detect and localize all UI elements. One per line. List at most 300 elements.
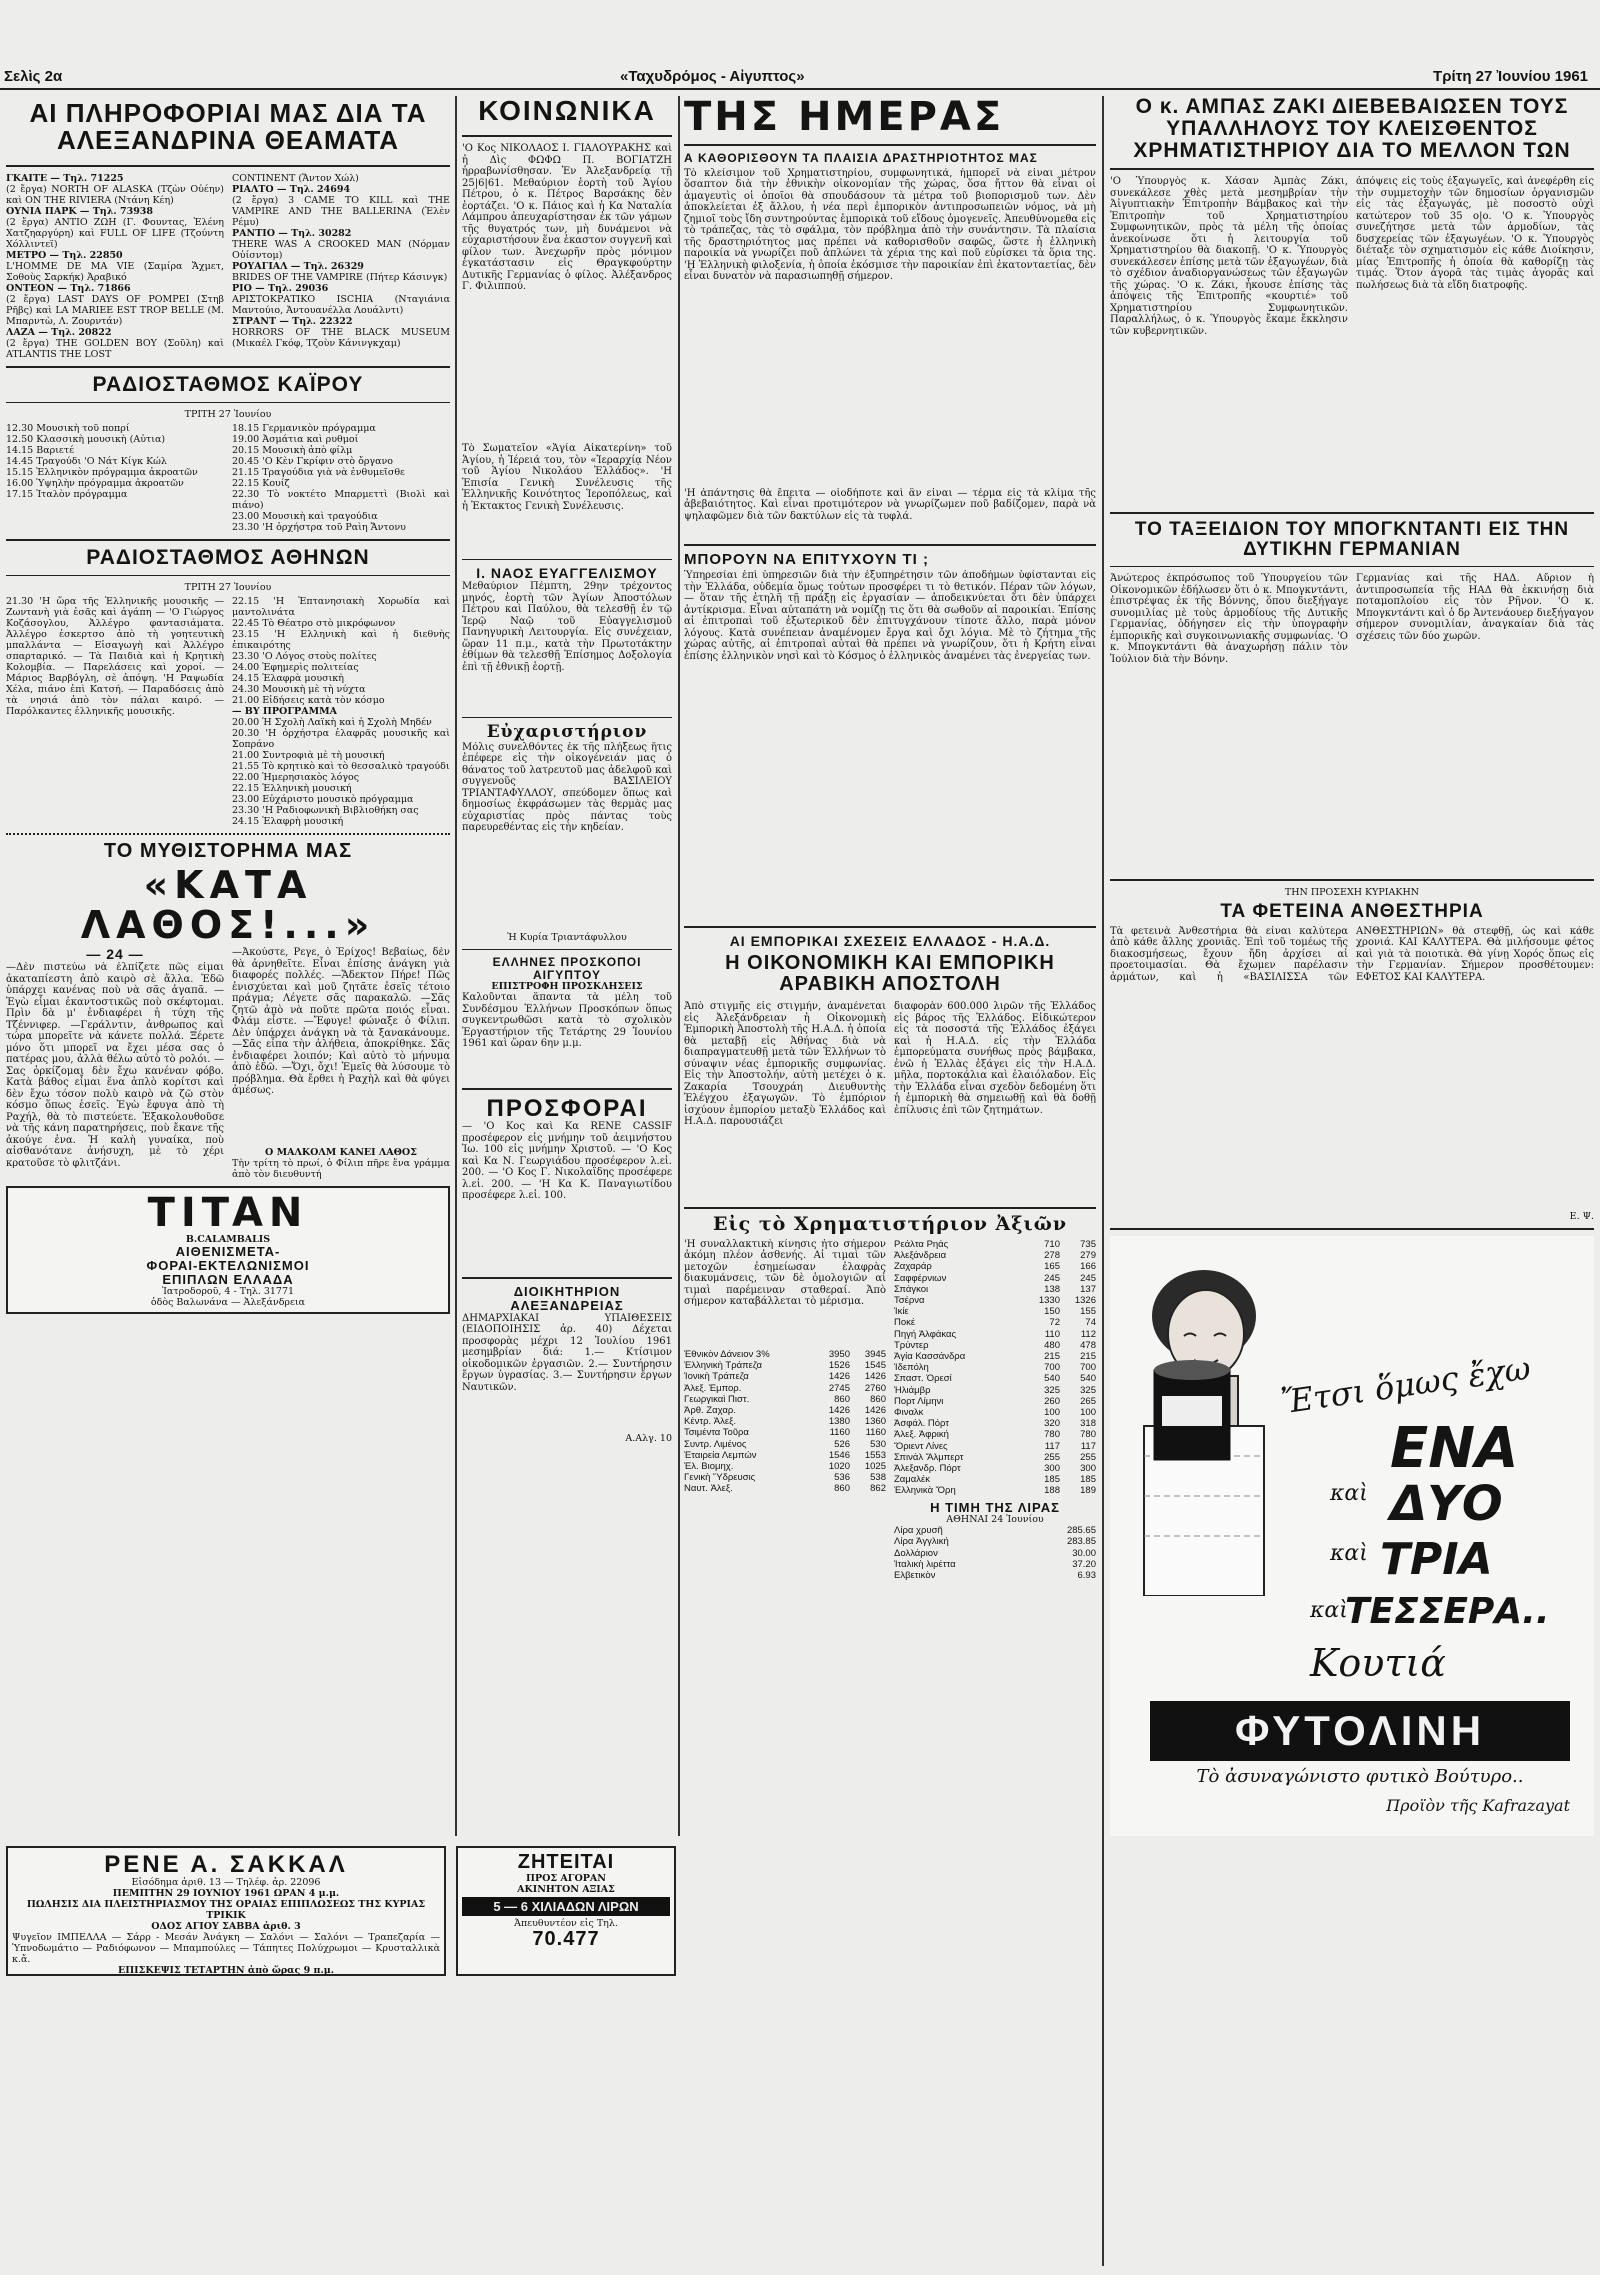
serial-text: —Ἀκούστε, Ρεγε, ὁ Ἑρίχος! Βεβαίως, δὲν θὰ ἀρνηθεῖτε. Εἶναι ἐπίσης ἀνάγκη γιὰ διαφορές πολλές. —Ἄδεκτον Πήρε! Πῶς ἐνισχύεται καὶ μοῦ ζητᾶτε ἐσεῖς τέτοιο πράγμα; Λέγετε σᾶς παρακαλῶ. —Σᾶς ζητῶ ἀπὸ νὰ ποῦτε πρῶτα ποιός εἶναι. Φλάμ εἶστε. —Ἔφυγε! φώναξε ὁ Φίλιπ. Δὲν ὑπάρχει ἀνάγκη νὰ τὰ ξανακάνουμε. —Σᾶς εἶπα τὴν ἀλήθεια, ἀποκρίθηκε. Σᾶς ἐνδιαφέρει λοιπόν; Καὶ αὐτὸ τὸ μήνυμα ἀπὸ ἐδῶ. —Ὄχι, ὄχι! Ἐμεῖς θὰ λύσουμε τὸ πρόβλημα. Θὰ ἔρθει ἡ Ραχὴλ καὶ θὰ φύγει ἀμέσως. [232, 947, 450, 1097]
bourse-row-value: 1160 [865, 1427, 886, 1439]
bourse-table-b [894, 1239, 1096, 1497]
radio-slot: 22.00 Ἡμερησιακὸς λόγος [232, 771, 360, 783]
ad-word-four: ΤΕΣΣΕΡΑ.. [1345, 1590, 1550, 1632]
scouts-sub: ΕΠΙΣΤΡΟΦΗ ΠΡΟΣΚΛΗΣΕΙΣ [491, 981, 643, 993]
radio-slot: 18.15 Γερμανικὸν πρόγραμμα [232, 422, 376, 434]
wanted-line: ΑΚΙΝΗΤΟΝ ΑΞΙΑΣ [517, 1884, 615, 1895]
bourse-row-value: 480 [1044, 1339, 1060, 1351]
bourse-row-value: 700 [1044, 1362, 1060, 1374]
cinema-entry: (2 ἔργα) ΑΝΤΙΟ ΖΩΗ (Γ. Φουντας, Ἐλένη Χατζηαργύρη) καὶ FULL OF LIFE (Τζούντη Χόλλιντεϊ) [6, 216, 224, 250]
radio-cairo-heading: ΡΑΔΙΟΣΤΑΘΜΟΣ ΚΑΪΡΟΥ [92, 372, 364, 396]
radio-slot: 24.30 Μουσικὴ μὲ τὴ νύχτα [232, 683, 366, 695]
bourse-row-label: Ζαχαράρ [894, 1261, 932, 1273]
bourse-row [684, 1472, 886, 1483]
church-heading: Ι. ΝΑΟΣ ΕΥΑΓΓΕΛΙΣΜΟΥ [476, 565, 658, 582]
radio-slot: — ΒΥ ΠΡΟΓΡΑΜΜΑ [232, 705, 337, 717]
radio-slot: 14.45 Τραγούδι 'Ο Νάτ Κίγκ Κώλ [6, 455, 167, 467]
serial-number: — 24 — [86, 946, 144, 963]
cinema-entry: ΜΕΤΡΟ — Τηλ. 22850 [6, 249, 123, 261]
auction-name: ΡΕΝΕ Α. ΣΑΚΚΑΛ [104, 1851, 348, 1878]
bourse-row [684, 1427, 886, 1438]
bourse-row-label: Τσιμέντα Τοῦρα [684, 1427, 749, 1439]
bourse-row [684, 1360, 886, 1371]
column-rule [678, 96, 680, 1836]
bourse-row [684, 1394, 886, 1405]
church-text: Μεθαύριον Πέμπτη, 29ην τρέχοντος μηνός, ἑορτὴ τῶν Ἁγίων Ἀποστόλων Πέτρου καὶ Παύλου, θὰ τελεσθῇ ἐν τῷ Ἱερῷ Ναῷ τοῦ Εὐαγγελισμοῦ Πανηγυρικὴ Λειτουργία. Εἰς συνέχειαν, ὥραν 11 π.μ., κατὰ τὴν Πρωτοτάκτην ἐθίμων θὰ τελεσθῇ Ἐπίσημος Δοξολογία ἐπὶ τῇ ἐθνικῇ ἑορτῇ. [462, 581, 672, 673]
news-heading: ΤΗΣ ΗΜΕΡΑΣ [684, 96, 1005, 140]
thanks-text: Μόλις συνελθόντες ἐκ τῆς πλήξεως ἥτις ἐπέφερε εἰς τὴν οἰκογένειάν μας ὁ θάνατος τοῦ λατρευτοῦ μας ἀδελφοῦ καὶ συγγενοῦς ΒΑΣΙΛΕΙΟΥ ΤΡΙΑΝΤΑΦΥΛΛΟΥ, σπεύδομεν ὅπως καὶ δημοσίως ἐκφράσωμεν τὰς θερμὰς μας εὐχαριστίας πρὸς πάντας τοὺς παρευρεθέντας εἰς τὴν κηδείαν. [462, 741, 672, 834]
radio-slot: 20.45 'Ο Κὲν Γκρίφιν στὸ ὄργανο [232, 455, 394, 467]
bourse-row-label: Σαφφέρνιων [894, 1272, 947, 1284]
column-rule [1102, 96, 1104, 2266]
bourse-row [894, 1407, 1096, 1418]
column-economy [1110, 96, 1594, 2266]
titan-line: ΕΠΙΠΛΩΝ ΕΛΛΑΔΑ [162, 1271, 294, 1287]
serial-subheading: Ο ΜΑΛΚΟΛΜ ΚΑΝΕΙ ΛΑΘΟΣ [265, 1147, 417, 1159]
radio-slot: 14.15 Βαριετέ [6, 444, 75, 456]
radio-slot: 20.30 'Η ὀρχήστρα ἐλαφρᾶς μουσικῆς καὶ Σοπράνο [232, 727, 450, 750]
cinema-entry: (2 ἔργα) NORTH OF ALASKA (Τζὼν Οὐέην) καὶ ON THE RIVIERA (Ντάνη Κέη) [6, 183, 224, 206]
bourse-row-value: 265 [1080, 1395, 1096, 1407]
radio-slot: 22.15 'Η Ἐπτανησιακὴ Χορωδία καὶ μαντολινάτα [232, 595, 450, 618]
bourse-row-value: 860 [834, 1483, 850, 1495]
germany-text: Ἀνώτερος ἐκπρόσωπος τοῦ Ὑπουργείου τῶν Οἰκονομικῶν ἐδήλωσεν ὅτι ὁ κ. Μπογκντάντι, ἐπιστρέψας ἐκ τῆς Βόννης, ὅπου διεξήγαγε συνομιλίας μὲ τοὺς ἁρμοδίους τῆς Δυτικῆς Γερμανίας, ὁδήγησεν εἰς τὴν ὑπογραφὴν ἐμπορικῆς καὶ συγκοινωνιακῆς συμφωνίας. 'Ο κ. Μπογκντάντι θὰ ἀναχωρήσῃ πάλιν τὸν Ἰούλιον διὰ τὴν Βόνην. [1110, 573, 1348, 665]
wanted-line: ΠΡΟΣ ΑΓΟΡΑΝ [525, 1873, 606, 1884]
bourse-row-value: 72 [1049, 1317, 1060, 1329]
radio-athens-left: 21.30 'Η ὥρα τῆς Ἑλληνικῆς μουσικῆς — Ζωντανὴ γιὰ ἐσᾶς καὶ ἀγάπη — 'Ο Γιώργος Κοζάσογλου, Ἀλλέγρο φαντασιάματα. Ἀλλέγρο ἐσκερτσο ἀπὸ τὴ γοητευτικὴ μπαλλάντα — Εἰσαγωγὴ καὶ Ἀλλέγρο σπαρταρικό. — Τὰ Παιδιὰ καὶ ἡ Κρητικὴ Κολομβία. — Παρελάσεις καὶ χοροί. — Μάριος Βαρβόγλη, σὲ ἀπόψη. 'Η Ραψωδία Χέλα, πιάνο ἐπὶ Κατσή. — Παραδόσεις ἀπὸ τὰ νησιά ἀπὸ τὸν πάλαι καιρό. — Παρόλκαντες ἑλληνικῆς μουσικῆς. [6, 595, 224, 717]
bourse-row-label: Ρεάλτα Ρηάς [894, 1238, 949, 1250]
bourse-row-label: Ἀρθ. Ζαχαρ. [684, 1404, 736, 1416]
bourse-row-value: 100 [1044, 1407, 1060, 1419]
radio-slot: 12.50 Κλασσικὴ μουσικὴ (Αὐτια) [6, 433, 166, 445]
lead-text: 'Η ἀπάντησις θὰ ἔπειτα — οἱοδήποτε καὶ ἂν εἶναι — τέρμα εἰς τὰ κλίμα τῆς ἀβεβαιότητος. Καὶ εἶναι προτιμότερον νὰ γνωρίζωμεν ποῦ βαδίζομεν, παρὰ νὰ ψηλαφῶμεν διὰ τῶν δακτύλων εἰς τὰ τυφλά. [684, 487, 1096, 522]
radio-cairo-schedule [6, 423, 450, 533]
trade-heading: Η ΟΙΚΟΝΟΜΙΚΗ ΚΑΙ ΕΜΠΟΡΙΚΗ ΑΡΑΒΙΚΗ ΑΠΟΣΤΟΛΗ [725, 952, 1055, 996]
lira-row-label: Δολλάριον [894, 1547, 938, 1559]
bourse-row-label: Ἀλεξ. Ἐμπορ. [684, 1382, 742, 1394]
titan-address: ὁδὸς Βαλωνάνα — Ἀλεξάνδρεια [150, 1297, 306, 1309]
auction-date: ΠΕΜΠΤΗΝ 29 ΙΟΥΝΙΟΥ 1961 ΩΡΑΝ 4 μ.μ. [112, 1888, 340, 1900]
bourse-row-value: 1025 [864, 1461, 886, 1472]
cinema-entry: ΛΑΖΑ — Τηλ. 20822 [6, 326, 112, 338]
bourse-row-label: Πηγή Ἀλφάκας [894, 1328, 957, 1340]
bourse-row-value: 1330 [1038, 1294, 1060, 1306]
bourse-row-value: 1426 [828, 1404, 850, 1416]
zaki-text: ἀπόψεις εἰς τοὺς ἐξαγωγεῖς, καὶ ἀνεφέρθη εἰς τὴν συμμετοχὴν τῶν δημοσίων ὀργανισμῶν εἰς τὰς ἐξαγωγάς, μὲ ποσοστὸ οὐχὶ κατώτερον τοῦ 35 ο|ο. 'Ο κ. Ὑπουργὸς συνεζήτησε μετὰ τῶν ἀρμοδίων, τὰς δυσχερείας τῶν ἐξαγωγέων. 'Ο κ. Ὑπουργὸς διέταξε τὸν σχηματισμὸν εἰς κάθε Διοίκησιν, μίας Ἐπιτροπῆς ἡ ὁποία θὰ καθορίζῃ τὰς τιμάς. Ὅτον ἀγορᾶ τὰς τιμὰς ἀγορᾶς καὶ πωλήσεως διὰ τὰ εἴδη διατροφῆς. [1356, 176, 1594, 291]
fytolini-ad [1110, 1236, 1594, 1836]
cinema-entry: (2 ἔργα) THE GOLDEN BOY (Σοῦλη) καὶ ATLANTIS THE LOST [6, 337, 224, 360]
cinema-entry: ΡΟΥΑΓΙΑΛ — Τηλ. 26329 [232, 260, 364, 272]
trade-kicker: ΑΙ ΕΜΠΟΡΙΚΑΙ ΣΧΕΣΕΙΣ ΕΛΛΑΔΟΣ - Η.Α.Δ. [729, 933, 1051, 950]
radio-slot: 21.00 Εἰδήσεις κατὰ τὸν κόσμο [232, 694, 385, 706]
bourse-row-value: 1426 [828, 1371, 850, 1383]
scouts-text: Καλοῦνται ἅπαντα τὰ μέλη τοῦ Συνδέσμου Ἑλλήνων Προσκόπων ὅπως συγκεντρωθῶσι κατὰ τὸ σχολικὸν Ἐργαστήριον τῆς Τετάρτης 29 Ἰουνίου 1961 καὶ ὥραν 6ην μ.μ. [462, 992, 672, 1050]
bourse-heading: Εἰς τὸ Χρηματιστήριον Ἀξιῶν [713, 1213, 1067, 1236]
bourse-row-value: 245 [1080, 1272, 1096, 1284]
sunday-heading: ΤΑ ΦΕΤΕΙΝΑ ΑΝΘΕΣΤΗΡΙΑ [1220, 901, 1484, 923]
auction-ad [6, 1846, 446, 1976]
bourse-row-value: 320 [1044, 1418, 1060, 1430]
bourse-row-value: 215 [1080, 1351, 1096, 1362]
lira-row-value: 285.65 [1066, 1525, 1096, 1537]
second-text: Ὑπηρεσίαι ἐπὶ ὑπηρεσιῶν διὰ τὴν ἐξυπηρέτησιν τῶν ἀποδήμων ὑφίστανται εἰς τὴν Ἑλλάδα, οὐδεμία ὅμως τοὐτων προσφέρει τι τὸ θετικόν. Πέραν τῶν λόγων, — ὅταν τῆς ἐτηλῆ τῇ πράξῃ εἰς ἐργασίαν — ἀποδεικνύεται ὅτι δὲν ὑπάρχει ἀντίκρισμα. Εἶναι αὐταπάτη νὰ νομίζῃ τις ὅτι θὰ σωθοῦν αἱ παροικίαι. Ἐπίσης αἱ ἐπιτροπαὶ τοῦ ἐξωτερικοῦ δὲν ἐπιτυγχάνουν τίποτε ἄλλο, παρὰ μόνον λόγους. Κατὰ συνέπειαν ἀναμένομεν ἔργα καὶ ὄχι λόγια. Μὲ τὸ ζήτημα τῆς χώρας αὐτῆς, αἱ ἐπιτροπαὶ αὐταὶ θὰ πρέπει νὰ γνωρίζουν, ὅτι ἡ Κρήτη εἶναι ἐπίσης ἑλληνικὸν νησὶ καὶ τὸ Κόσμος ὁ ἑλληνικὸς ἀναμένει τὰς ἐνεργείας των. [684, 570, 1096, 662]
bourse-row-value: 138 [1044, 1283, 1060, 1295]
bourse-row [894, 1418, 1096, 1429]
cinema-entry: ΡΙΟ — Τηλ. 29036 [232, 282, 329, 294]
bourse-row-value: 3950 [828, 1348, 850, 1360]
ad-word-two: ΔΥΟ [1390, 1475, 1503, 1532]
bourse-row-label: Ἡλιάμβρ [894, 1384, 931, 1396]
trade-text: διαφορὰν 600.000 λιρῶν τῆς Ἑλλάδος εἰς βάρος τῆς Ἑλλάδος. Εἰδικώτερον εἰς τὰ ποσοστά τῆς Ἑλλάδος ἐξάγει καὶ ἡ Η.Α.Δ. εἰς τὴν Ἑλλάδα ἐμπορεύματα συνήθως πρὸς βάμβακα, ἐνῶ ἡ Ἑλλὰς ἐξάγει εἰς τὴν Η.Α.Δ. μῆλα, πορτοκάλια καὶ ἐλαιόλαδον. Εἰς τὴν Ἑλλάδα εἶναι σχεδὸν δεδομένη ὅτι ἡ ἐμπορικὴ θὰ σημειωθῇ καὶ θὰ δοθῇ ἐπίλυσις ἐπὶ τῶν ζητημάτων. [894, 1001, 1096, 1116]
bourse-row-label: Σπαστ. Ὀρεσί [894, 1373, 952, 1385]
scouts-heading: ΕΛΛΗΝΕΣ ΠΡΟΣΚΟΠΟΙ ΑΙΓΥΠΤΟΥ [492, 954, 642, 982]
second-heading: ΜΠΟΡΟΥΝ ΝΑ ΕΠΙΤΥΧΟΥΝ ΤΙ ; [684, 550, 930, 568]
bourse-row-label: Ἑλ. Βιομηχ. [684, 1461, 734, 1472]
bourse-row-value: 540 [1044, 1373, 1060, 1385]
lead-text: Τὸ κλείσιμον τοῦ Χρηματιστηρίου, συμφωνητικά, ἡμπορεῖ νὰ εἶναι μέτρον ὅσαπτον διὰ τὴν ἐθνικὴν οἰκονομίαν τῆς χώρας, ὅσα ἤττον θὰ εἶναι οἱ ἀμαγευτὶς οἱ ὁποῖοι θὰ σπουδάσουν τὰ μέτρα τοῦ βιοπορισμοῦ των. Δὲν ἀποκλείεται ἐξ ἄλλου, ἡ νέα περὶ ἐμπορικὸν ἀντιπροσωπειῶν νόμος, νὰ μὴ ζημιοῖ τοὺς ἴδη συντηρούντας ἑμπορικὰ τοῦ εἴδους ὁμογενεῖς. Ἀπευθύνομεθα εἰς τὸ τράπεζας, τὰς τὸ σφάλμα, τὸν πρόβλημα ἀπὸ τὴν συνάντησιν. Τὰ πλαίσια τῆς δραστηριότητος μας πρέπει νὰ καθορισθοῦν σαφῶς, ὥστε ἡ ἑλληνικὴ παροικία νὰ γνωρίζει ποῦ ἀπλώνει τὰ χέρια της καὶ ποῦ εὑρίσκει τὰ ὅρια της. 'Η Ἑλληνικὴ φιλοξενία, ἡ ὁποία ἐκόσμισε τὴν παροικίαν ἐπὶ ἑκατονταετίας, δὲν εἶναι δυνατὸν νὰ παρασιωπηθῇ σήμερον. [684, 167, 1096, 283]
radio-athens-schedule [6, 596, 450, 827]
bourse-row-label: Ὅριεντ Λίνες [894, 1440, 948, 1452]
cinema-entry: ΟΝΤΕΟΝ — Τηλ. 71866 [6, 282, 131, 294]
bourse-row [894, 1273, 1096, 1284]
lira-row [894, 1570, 1096, 1581]
radio-slot: 23.30 'Ο Λόγος στοὺς πολίτες [232, 650, 377, 662]
bourse-row [894, 1306, 1096, 1317]
serial-title: «ΚΑΤΑ ΛΑΘΟΣ!...» [80, 862, 376, 947]
bourse-row-value: 215 [1044, 1351, 1060, 1362]
radio-slot: 24.15 Ἐλαφρὴ μουσική [232, 815, 344, 827]
bourse-table-a [684, 1349, 886, 1495]
cinema-entry: BRIDES OF THE VAMPIRE (Πήτερ Κάσινγκ) [232, 271, 448, 283]
bourse-row-value: 100 [1080, 1407, 1096, 1419]
radio-slot: 23.30 'Η ὀρχήστρα τοῦ Ραὶη Ἄντονυ [232, 521, 406, 533]
bourse-row-value: 2760 [864, 1382, 886, 1394]
thanks-heading: Εὐχαριστήριον [486, 722, 648, 743]
radio-athens-heading: ΡΑΔΙΟΣΤΑΘΜΟΣ ΑΘΗΝΩΝ [86, 545, 370, 569]
lira-row-label: Ελβετικὸν [894, 1570, 936, 1582]
bourse-row-label: Σπινάλ Ἄλμπερτ [894, 1451, 964, 1463]
bourse-row [894, 1295, 1096, 1306]
titan-line: ΦΟΡΑΙ-ΕΚΤΕΛΩΝΙΣΜΟΙ [146, 1258, 310, 1274]
bourse-row [684, 1461, 886, 1472]
radio-cairo-day: ΤΡΙΤΗ 27 Ἰουνίου [184, 408, 272, 420]
bourse-row-value: 165 [1044, 1261, 1060, 1273]
bourse-row [894, 1250, 1096, 1261]
zaki-body [1110, 176, 1594, 506]
newspaper-name: «Ταχυδρόμος - Αἰγυπτος» [620, 68, 805, 85]
bourse-row-value: 478 [1080, 1339, 1096, 1351]
thanks-sign: Ἡ Κυρία Τριαντάφυλλου [507, 931, 627, 943]
germany-heading: ΤΟ ΤΑΞΕΙΔΙΟΝ ΤΟΥ ΜΠΟΓΚΝΤΑΝΤΙ ΕΙΣ ΤΗΝ ΔΥΤΙΚΗΝ ΓΕΡΜΑΝΙΑΝ [1134, 519, 1570, 561]
radio-slot: 16.00 Ὑψηλὴν πρόγραμμα ἀκροατῶν [6, 477, 184, 489]
bourse-row-label: Ἀλεξ. Ἀφρική [894, 1429, 949, 1441]
bourse-row-value: 278 [1044, 1250, 1060, 1262]
ad-script: Ἔτσι ὅμως ἔχω [1278, 1348, 1533, 1422]
bourse-row-value: 710 [1044, 1238, 1060, 1250]
radio-slot: 24.00 Ἐφημερὶς πολιτείας [232, 661, 359, 673]
cinema-list-right [232, 173, 450, 360]
germany-body [1110, 573, 1594, 873]
bourse-row-value: 1426 [864, 1371, 886, 1383]
bourse-row-value: 279 [1080, 1250, 1096, 1262]
page-number: Σελὶς 2α [4, 68, 63, 85]
bourse-body [684, 1239, 1096, 1581]
bourse-row [894, 1284, 1096, 1295]
radio-athens-day: ΤΡΙΤΗ 27 Ἰουνίου [184, 581, 272, 593]
bourse-row-label: Φιναλκ [894, 1407, 924, 1419]
cinema-entry: L'HOMME DE MA VIE (Σαμίρα Ἄχμετ, Σοθοὺς Σαρκήκ) Ἀραβικό [6, 260, 224, 283]
fytolini-tagline: Τὸ ἀσυναγώνιστο φυτικὸ Βούτυρο.. [1196, 1765, 1524, 1787]
bourse-row-value: 1380 [828, 1416, 850, 1428]
bourse-row [894, 1340, 1096, 1351]
lira-sub: ΑΘΗΝΑΙ 24 Ἰουνίου [946, 1514, 1044, 1526]
fytolini-brand: ΦΥΤΟΛΙΝΗ [1150, 1701, 1570, 1761]
sunday-kicker: ΤΗΝ ΠΡΟΣΕΧΗ ΚΥΡΙΑΚΗΝ [1284, 887, 1420, 899]
bourse-row [894, 1396, 1096, 1407]
bourse-row [894, 1385, 1096, 1396]
serial-text: —Δὲν πιστεύω νὰ ἐλπίζετε πῶς εἶμαι ἀκαταπίεστη ἀπὸ καιρὸ σὲ ἄλλα. Ἐδῶ ὑπάρχει κανένας ποὺ νὰ σᾶς ἀγαπᾶ. —Ἐγὼ εἶμαι ἐκαντοστικῶς ποὺ σκέφτομαι. Πρὶν δὰ μ' ἐνδιαφέρει ἡ τύχη τῆς Τζέννιφερ. —Γεράλντιν, ἀνθρωπος καὶ τώρα μπορεῖτε νὰ κάνετε πολλά. Ξέρετε μόνο ὅτι μπορεῖ να ἔχει μέσα σας ὁ πατέρας μου, ἀλλὰ θέλω αὐτὸ τὸ ρολόι. —Σας ὁρκίζομαι δὲν ἔχω κανέναν φόβο. Κατὰ βάθος εἶμαι ἕνα ἁπλὸ κορίτσι καὶ δὲν ἔχω τόσον πολὺ καιρὸ νὰ ζῶ στὸν κόσμο ὅπως ἐσεῖς. Ἐγὼ ἔφυγα ἀπὸ τὴ Ραχήλ, θὰ τὸ πιστεύετε. Ἐξακολουθοῦσε νὰ τῆς κάνη παρατηρήσεις, ποὺ ἔκανε τῆς ἀκούγε ἐνα. Ἡ καλὴ γυναίκα, ποὺ αἰσθανότανε ἀνήσυχη, μὲ τὸ χέρι κρατοῦσε τὸ φλιτζάνι. [6, 962, 224, 1169]
radio-slot: 17.15 Ἰταλὸν πρόγραμμα [6, 488, 128, 500]
bourse-row-label: Ἀσφάλ. Πόρτ [894, 1418, 950, 1430]
bourse-row-label: Ἰονικὴ Τράπεζα [684, 1371, 749, 1383]
bourse-row [684, 1416, 886, 1427]
auction-address: Εἰσόδημα ἀριθ. 13 — Τηλέφ. ἀρ. 22096 [131, 1877, 321, 1889]
bourse-row-value: 188 [1044, 1485, 1060, 1497]
bourse-row-label: Γεωργικαὶ Πιστ. [684, 1393, 750, 1405]
cinema-entry: ΡΙΑΛΤΟ — Τηλ. 24694 [232, 183, 351, 195]
bourse-row [684, 1349, 886, 1360]
admin-sign: Α.Αλγ. 10 [625, 1432, 672, 1444]
bourse-row-value: 185 [1044, 1474, 1060, 1486]
auction-title: ΠΩΛΗΣΙΣ ΔΙΑ ΠΛΕΙΣΤΗΡΙΑΣΜΟΥ ΤΗΣ ΟΡΑΙΑΣ ΕΠΙΠΛΩΣΕΩΣ ΤΗΣ ΚΥΡΙΑΣ ΤΡΙΚΙΚ [26, 1899, 426, 1922]
bourse-row-value: 536 [834, 1472, 850, 1484]
bourse-row-value: 189 [1080, 1485, 1096, 1497]
lira-row-value: 283.85 [1066, 1536, 1096, 1548]
lira-row-label: Λίρα Ἀγγλική [894, 1536, 949, 1548]
bourse-row [894, 1373, 1096, 1384]
bourse-row [684, 1483, 886, 1494]
wanted-phone: 70.477 [532, 1928, 600, 1950]
bourse-row-value: 300 [1044, 1463, 1060, 1475]
offers-text: — 'Ο Κος καὶ Κα RENE CASSIF προσέφερον εἰς μνήμην τοῦ ἀειμνήστου Ἰω. 100 εἰς μνήμην Χριστοῦ. — 'Ο Κος καὶ Κα Ν. Γεωργιάδου προσέφερον λ.εἰ. 200. — 'Ο Κος Γ. Νικολαΐδης προσέφερε λ.εἰ. 200. — 'Η Κα Κ. Παναγιωτίδου προσέφερε λ.εἰ. 100. [462, 1121, 672, 1202]
bourse-row [894, 1317, 1096, 1328]
radio-slot: 23.00 Εὐχάριστο μουσικὸ πρόγραμμα [232, 793, 414, 805]
bourse-row [684, 1439, 886, 1450]
bourse-row-label: Ζαμαλέκ [894, 1474, 930, 1486]
column-social [462, 96, 672, 1840]
radio-slot: 22.15 Κουίζ [232, 477, 290, 489]
bourse-row-value: 530 [870, 1438, 886, 1450]
bourse-row [894, 1474, 1096, 1485]
social-heading: ΚΟΙΝΩΝΙΚΑ [478, 96, 656, 126]
masthead [0, 68, 1600, 94]
bourse-text: 'Η συναλλακτικὴ κίνησις ἦτο σήμερον ἀκόμη πλέον ἀσθενής. Αἱ τιμαὶ τῶν μετοχῶν ἐσημείωσαν ἐλαφρὰς διακυμάνσεις, τῶν δὲ ὁμολογιῶν αἱ τιμαὶ παρέμειναν σταθεραί. Ἀπὸ σήμερον καταβάλλεται τὸ μέρισμα. [684, 1238, 886, 1308]
masthead-rule [0, 88, 1600, 90]
bourse-row-label: Ἰκίε [894, 1306, 909, 1318]
bourse-row-value: 300 [1080, 1463, 1096, 1475]
bourse-row-value: 318 [1080, 1418, 1096, 1430]
bourse-row-value: 1160 [829, 1427, 850, 1439]
bourse-row-value: 150 [1044, 1306, 1060, 1318]
wanted-title: ΖΗΤΕΙΤΑΙ [517, 1851, 615, 1873]
cinema-entry: (2 ἔργα) 3 CAME TO KILL καὶ THE VAMPIRE AND THE BALLERINA (Ἑλὲν Ρέμυ) [232, 194, 450, 228]
ad-and: καὶ [1330, 1480, 1368, 1506]
bourse-row-label: Κέντρ. Ἀλεξ. [684, 1416, 736, 1428]
sunday-sign: Ε. Ψ. [1569, 1210, 1594, 1222]
auction-visit: ΕΠΙΣΚΕΨΙΣ ΤΕΤΑΡΤΗΝ ἀπὸ ὥρας 9 π.μ. [117, 1965, 335, 1977]
wanted-line: Ἀπευθυντέον εἰς Τηλ. [514, 1918, 618, 1929]
bourse-row-value: 255 [1080, 1451, 1096, 1463]
radio-slot: 22.30 Τὸ νοκτέτο Μπαρμεττὶ (Βιολὶ καὶ πιάνο) [232, 488, 450, 511]
zaki-text: 'Ο Ὑπουργὸς κ. Χάσαν Ἀμπὰς Ζάκι, συνεκάλεσε χθὲς μετὰ μεσημβρίαν τὴν Ἀἰγυπτιακὴν Ἐπιτροπὴν Βάμβακος καὶ τὴν Ἐπιτροπὴν τοῦ Χρηματιστηρίου Συμφωνητικῶν, πρὸς τὰ μέλη τῆς ὁποίας ἀνεκοίνωσε ὅτι ἡ λειτουργία τοῦ Χρηματιστηρίου θὰ διακοπῇ. 'Ο κ. Ὑπουργὸς συνεκάλεσεν ἐπίσης μετὰ τῶν ἐξαγωγέων, διὰ τὸ σχέδιον ἀναδιοργανώσεως τῶν ἐξαγωγῶν τῆς χώρας. 'Ο κ. Ζάκι, ἦκουσε ἐπίσης τὰς ἀπόψεις τῆς Ἐπιτροπῆς «κουρτιέ» τοῦ Χρηματιστηρίου Συμφωνητικῶν. Παραλλήλως, ὁ κ. Ὑπουργὸς ἔκαμε ἔκκλησιν τῶν κυβερνητικῶν. [1110, 176, 1348, 337]
bourse-row-label: Ἐλληνικὰ Ὄρη [894, 1485, 956, 1497]
zaki-heading: Ο κ. ΑΜΠΑΣ ΖΑΚΙ ΔΙΕΒΕΒΑΙΩΣΕΝ ΤΟΥΣ ΥΠΑΛΛΗΛΟΥΣ ΤΟΥ ΚΛΕΙΣΘΕΝΤΟΣ ΧΡΗΜΑΤΙΣΤΗΡΙΟΥ ΔΙΑ ΤΟ ΜΕΛΛΟΝ ΤΩΝ [1133, 96, 1571, 163]
titan-brand: TITAN [147, 1190, 309, 1237]
bourse-row-value: 526 [834, 1438, 850, 1450]
bourse-row [684, 1405, 886, 1416]
admin-heading: ΔΙΟΙΚΗΤΗΡΙΟΝ ΑΛΕΞΑΝΔΡΕΙΑΣ [510, 1284, 624, 1313]
radio-slot: 23.15 'Η Ελληνικὴ καὶ ἡ διεθνὴς ἐπικαιρότης [232, 628, 450, 651]
bourse-row-value: 166 [1080, 1261, 1096, 1273]
bourse-row-value: 255 [1044, 1451, 1060, 1463]
column-news [684, 96, 1096, 2266]
bourse-row-value: 1426 [864, 1404, 886, 1416]
bourse-row-value: 3945 [864, 1348, 886, 1360]
trade-text: Ἀπὸ στιγμῆς εἰς στιγμήν, ἀναμένεται εἰς Ἀλεξάνδρειαν ἡ Οἰκονομικὴ Ἐμπορικὴ Ἀποστολὴ τῆς Η.Α.Δ. ἡ ὁποία θὰ μεταβῇ εἰς Ἀθήνας διὰ νὰ διαπραγματευθῇ μετὰ τῶν Ἑλλήνων τὸ σύναψιν νέας ἐμπορικῆς συμφωνίας. Εἰς τὴν Ἀποστολήν, αὐτὴ μετέχει ὁ κ. Ζακαρία Τσουχράη Διευθυντὴς Ἐλέγχου ἐξαγωγῶν. Τὸ ἐμπόριον ἰσχύουν ἐμπορίου μεταξὺ Ἑλλάδος καὶ Η.Α.Δ. παρουσιάζει [684, 1001, 886, 1128]
bourse-row-value: 860 [834, 1393, 850, 1405]
radio-slot: 21.00 Συντροφιὰ μὲ τὴ μουσική [232, 749, 385, 761]
ad-and: καὶ [1310, 1597, 1348, 1623]
bourse-row [894, 1261, 1096, 1272]
bourse-row [894, 1239, 1096, 1250]
cinema-entry: ΓΚΑΙΤΕ — Τηλ. 71225 [6, 172, 124, 184]
bourse-row-value: 735 [1080, 1238, 1096, 1250]
butter-tin-icon [1150, 1356, 1236, 1466]
bourse-row-value: 155 [1080, 1306, 1096, 1318]
bourse-row-label: Ἁγία Κασσάνδρα [894, 1351, 966, 1362]
bourse-row [894, 1452, 1096, 1463]
lira-heading: Η ΤΙΜΗ ΤΗΣ ΛΙΡΑΣ [930, 1499, 1060, 1515]
fytolini-maker: Προϊὸν τῆς Kafrazayat [1386, 1795, 1570, 1815]
bourse-row-value: 325 [1080, 1384, 1096, 1396]
bourse-row-value: 117 [1080, 1440, 1096, 1452]
radio-slot: 22.45 Τὸ Θέατρο στὸ μικρόφωνον [232, 617, 396, 629]
cinema-entry: THERE WAS A CROOKED MAN (Νόρμαν Οὐίσντομ) [232, 238, 450, 261]
titan-address: Ἰατροδοροῦ, 4 - Τηλ. 31771 [161, 1286, 295, 1298]
titan-ad [6, 1186, 450, 1314]
column-rule [455, 96, 457, 1836]
lira-row [894, 1559, 1096, 1570]
radio-slot: 12.30 Μουσικὴ τοῦ ποπρί [6, 422, 130, 434]
germany-text: Γερμανίας καὶ τῆς ΗΑΔ. Αὔριον ἡ ἀντιπροσωπεία τῆς ΗΑΔ θὰ ἐκκινήσῃ διὰ ποταμοπλοίου εἰς τὸν Ρῆνον. 'Ο κ. Μπογκντάντι καὶ ὁ δρ Ἀντενάουερ διεξήγαγον σήμερον συνομιλίαν, ἀναγκαίαν διὰ τὰς σχέσεις τῶν δύο χωρῶν. [1356, 573, 1594, 642]
bourse-row [684, 1450, 886, 1461]
bourse-row [894, 1362, 1096, 1373]
cinema-entry: ΟΥΝΙΑ ΠΑΡΚ — Τηλ. 73938 [6, 205, 154, 217]
bourse-row-value: 117 [1044, 1440, 1060, 1452]
social-text: Τὸ Σωματεῖον «Ἁγία Αἰκατερίνη» τοῦ Ἁγίου, ἡ Ἱέρειά του, τὸν «Ἱεραρχίᾳ Νέον τοῦ Ἁγίου Νικολάου Ἐλλάδος». 'Η Ἐπισία Γενικὴ Συνέλευσις τῆς Ἑλληνικῆς Κοινότητος Ἱεροπόλεως, καὶ ἡ Ἐκτακτος Γενικὴ Συνέλευσις. [462, 443, 672, 512]
serial-text: Τὴν τρίτη τὸ πρωί, ὁ Φίλιπ πῆρε ἕνα γράμμα ἀπὸ τὸν διευθυντή [232, 1158, 450, 1181]
lira-row [894, 1536, 1096, 1547]
auction-items: Ψυγεῖον ΙΜΠΕΛΛΑ — Σάρρ - Μεσάν Ἀνάγκη — Σαλόνι — Σαλόνι — Τραπεζαρία — Ὑπνοδωμάτιο — Ραδιόφωνον — Μπαμπούλες — Τάπητες Πολύχρωμοι — Κρυσταλλικὰ κ.ἄ. [12, 1932, 440, 1966]
bourse-row [894, 1351, 1096, 1362]
wanted-ad [456, 1846, 676, 1976]
lira-row-label: Λίρα χρυσῆ [894, 1525, 943, 1537]
bourse-row-value: 110 [1044, 1328, 1060, 1340]
bourse-row-label: Γενικὴ Ὕδρευσις [684, 1472, 756, 1484]
bourse-row [894, 1485, 1096, 1496]
ad-and: καὶ [1330, 1540, 1368, 1566]
bourse-row-value: 185 [1080, 1474, 1096, 1486]
bourse-row-value: 2745 [828, 1382, 850, 1394]
bourse-row-value: 700 [1080, 1362, 1096, 1374]
bourse-row-label: Ναυτ. Ἀλεξ. [684, 1483, 733, 1495]
radio-slot: 23.00 Μουσικὴ καὶ τραγούδια [232, 510, 378, 522]
bourse-row-value: 1020 [828, 1461, 850, 1472]
lira-row [894, 1525, 1096, 1536]
radio-slot: 24.15 Ἐλαφρὰ μουσικὴ [232, 672, 344, 684]
trade-body [684, 1001, 1096, 1201]
bourse-row-label: Ἑταιρεία Λεμπών [684, 1449, 757, 1461]
cinema-entry: ΑΡΙΣΤΟΚΡΑΤΙΚΟ ISCHIA (Νταγιάνια Μαντούιο, Ἀντουανέλλα Λουάλντι) [232, 293, 450, 316]
bourse-row-label: Συντρ. Λιμένος [684, 1438, 747, 1450]
cinema-listings [6, 173, 450, 360]
offers-heading: ΠΡΟΣΦΟΡΑΙ [486, 1095, 648, 1123]
cinema-list-left [6, 173, 224, 360]
issue-date: Τρίτη 27 Ἰουνίου 1961 [1433, 68, 1588, 85]
bourse-row-value: 112 [1080, 1328, 1096, 1340]
bourse-row-value: 74 [1085, 1317, 1096, 1329]
bourse-row [894, 1329, 1096, 1340]
wanted-amount: 5 — 6 ΧΙΛΙΑΔΩΝ ΛΙΡΩΝ [462, 1897, 670, 1916]
bourse-row-value: 1546 [828, 1449, 850, 1461]
bourse-row-value: 780 [1044, 1429, 1060, 1441]
bourse-row-value: 780 [1080, 1429, 1096, 1441]
bourse-row [894, 1463, 1096, 1474]
auction-street: ΟΔΟΣ ΑΓΙΟΥ ΣΑΒΒΑ ἀριθ. 3 [151, 1921, 301, 1933]
serial-heading: ΤΟ ΜΥΘΙΣΤΟΡΗΜΑ ΜΑΣ [103, 839, 353, 862]
bourse-row-value: 862 [870, 1483, 886, 1495]
bourse-row-label: Ἐθνικὸν Δάνειον 3% [684, 1348, 770, 1360]
bourse-row-value: 260 [1044, 1395, 1060, 1407]
bourse-row-value: 860 [870, 1393, 886, 1405]
cinema-entry: HORRORS OF THE BLACK MUSEUM (Μικαέλ Γκόφ, Τζοὺν Κάνινγκχαμ) [232, 326, 450, 349]
lira-row-value: 6.93 [1077, 1570, 1096, 1582]
bourse-row-value: 325 [1044, 1384, 1060, 1396]
bourse-row [684, 1371, 886, 1382]
serial-body [6, 947, 450, 1180]
cinema-entry: (2 ἔργα) LAST DAYS OF POMPEI (Στηβ Ρῆβς) καὶ LA MARIEE EST TROP BELLE (Μ. Μπαρντὼ, Λ. Ζουρντάν) [6, 293, 224, 327]
bourse-row-value: 1360 [864, 1416, 886, 1428]
titan-line: ΑΙΘΕΝΙΣΜΕΤΑ- [175, 1244, 281, 1260]
bourse-row [684, 1383, 886, 1394]
radio-slot: 15.15 Ἑλληνικὸν πρόγραμμα ἀκροατῶν [6, 466, 198, 478]
bourse-row-label: Σπάγκοι [894, 1283, 929, 1295]
bourse-row-label: Ἑλληνικὴ Τράπεζα [684, 1360, 762, 1372]
radio-slot: 23.30 'Η Ραδιοφωνικὴ Βιβλιοθήκη σας [232, 804, 419, 816]
radio-slot: 21.15 Τραγούδια γιὰ νὰ ἐνθυμεῖσθε [232, 466, 405, 478]
ad-word-boxes: Κουτιά [1310, 1640, 1446, 1685]
lead-heading: Α ΚΑΘΟΡΙΣΘΟΥΝ ΤΑ ΠΛΑΙΣΙΑ ΔΡΑΣΤΗΡΙΟΤΗΤΟΣ ΜΑΣ [684, 151, 1038, 165]
ad-word-one: ΕΝΑ [1390, 1415, 1519, 1481]
bourse-row-label: Τσέρνα [894, 1294, 925, 1306]
bourse-row [894, 1441, 1096, 1452]
bourse-row-label: Ἀλεξάνδρεια [894, 1250, 947, 1262]
bourse-row-value: 1553 [864, 1449, 886, 1461]
bourse-row-value: 245 [1044, 1272, 1060, 1284]
lira-row-value: 30.00 [1072, 1547, 1096, 1559]
lira-row-value: 37.20 [1072, 1558, 1096, 1570]
radio-slot: 21.55 Τὸ κρητικὸ καὶ τὸ θεσσαλικὸ τραγούδι [232, 760, 450, 772]
